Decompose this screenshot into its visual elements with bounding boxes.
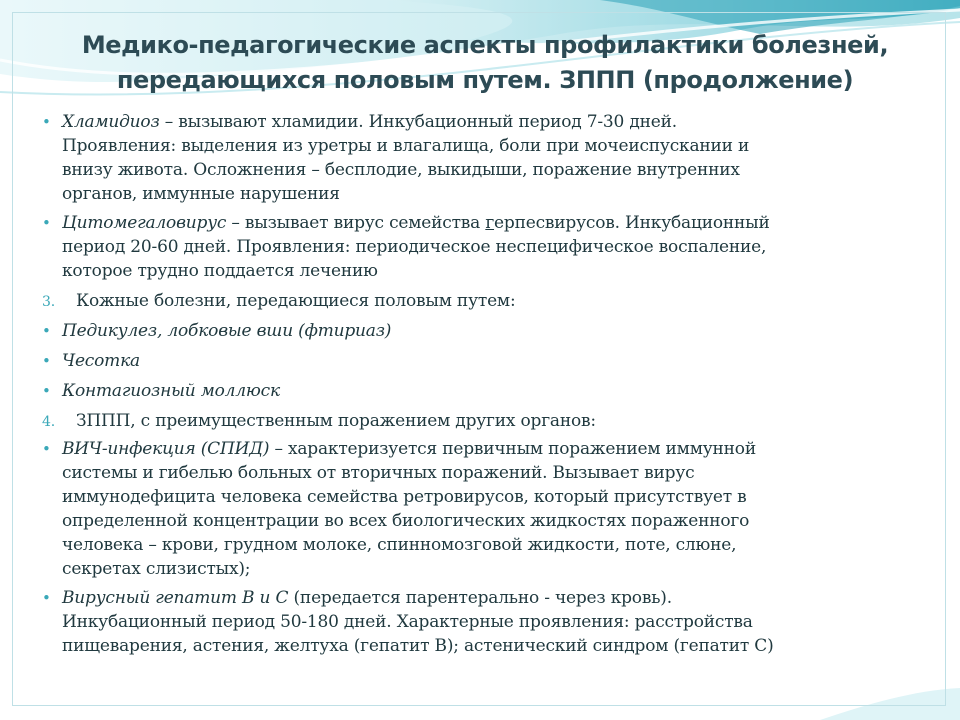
item-text-underlined: г xyxy=(485,213,495,233)
list-item-pediculosis xyxy=(42,319,922,343)
item-text: – вызывает вирус семейства xyxy=(226,213,486,233)
number-marker: 4. xyxy=(42,414,55,430)
list-item-cytomegalovirus xyxy=(42,211,922,283)
term-hepatitis: Вирусный гепатит В и С xyxy=(62,588,289,608)
term-cytomegalovirus: Цитомегаловирус xyxy=(62,213,227,233)
item-text: (передается парентерально - через кровь). xyxy=(288,588,672,608)
list-item-chlamydia xyxy=(42,110,922,206)
list-item-scabies xyxy=(42,349,922,373)
item-line: Кожные болезни, передающиеся половым путем: xyxy=(76,291,516,311)
content-list xyxy=(42,110,922,658)
item-text: – характеризуется первичным поражением иммунной xyxy=(269,439,756,459)
item-line: Проявления: выделения из уретры и влагалища, боли при мочеиспускании и xyxy=(62,136,750,156)
item-text: ерпесвирусов. Инкубационный xyxy=(494,213,770,233)
item-line: которое трудно поддается лечению xyxy=(62,261,378,281)
item-line xyxy=(62,211,922,235)
item-line: человека – крови, грудном молоке, спинномозговой жидкости, поте, слюне, xyxy=(62,535,737,555)
item-line: пищеварения, астения, желтуха (гепатит В); астенический синдром (гепатит С) xyxy=(62,636,774,656)
list-item-molluscum xyxy=(42,379,922,403)
title-line-1: Медико-педагогические аспекты профилактики болезней, xyxy=(81,31,889,59)
item-line xyxy=(62,437,922,461)
bullet-marker: • xyxy=(42,352,51,370)
item-line: секретах слизистых); xyxy=(62,559,251,579)
bullet-marker: • xyxy=(42,214,51,232)
term-molluscum: Контагиозный моллюск xyxy=(62,381,280,401)
bullet-marker: • xyxy=(42,322,51,340)
bullet-marker: • xyxy=(42,440,51,458)
term-pediculosis: Педикулез, лобковые вши (фтириаз) xyxy=(62,321,392,341)
number-marker: 3. xyxy=(42,294,55,310)
bullet-marker: • xyxy=(42,589,51,607)
item-line xyxy=(62,110,922,134)
bullet-marker: • xyxy=(42,113,51,131)
item-text: – вызывают хламидии. Инкубационный период 7-30 дней. xyxy=(159,112,677,132)
item-line: ЗППП, с преимущественным поражением других органов: xyxy=(76,411,596,431)
item-line: определенной концентрации во всех биологических жидкостях пораженного xyxy=(62,511,750,531)
slide-title xyxy=(40,28,930,98)
title-line-2: передающихся половым путем. ЗППП (продолжение) xyxy=(116,66,854,94)
item-line xyxy=(62,586,922,610)
term-hiv: ВИЧ-инфекция (СПИД) xyxy=(62,439,270,459)
list-item-skin-diseases-heading xyxy=(42,289,922,313)
list-item-hiv xyxy=(42,437,922,581)
item-line: внизу живота. Осложнения – бесплодие, выкидыши, поражение внутренних xyxy=(62,160,740,180)
term-chlamydia: Хламидиоз xyxy=(62,112,160,132)
term-scabies: Чесотка xyxy=(62,351,140,371)
item-line: иммунодефицита человека семейства ретровирусов, который присутствует в xyxy=(62,487,747,507)
item-line: органов, иммунные нарушения xyxy=(62,184,340,204)
list-item-hepatitis xyxy=(42,586,922,658)
list-item-other-organs-heading xyxy=(42,409,922,433)
bullet-marker: • xyxy=(42,382,51,400)
item-line: Инкубационный период 50-180 дней. Характерные проявления: расстройства xyxy=(62,612,753,632)
item-line: системы и гибелью больных от вторичных поражений. Вызывает вирус xyxy=(62,463,695,483)
item-line: период 20-60 дней. Проявления: периодическое неспецифическое воспаление, xyxy=(62,237,767,257)
